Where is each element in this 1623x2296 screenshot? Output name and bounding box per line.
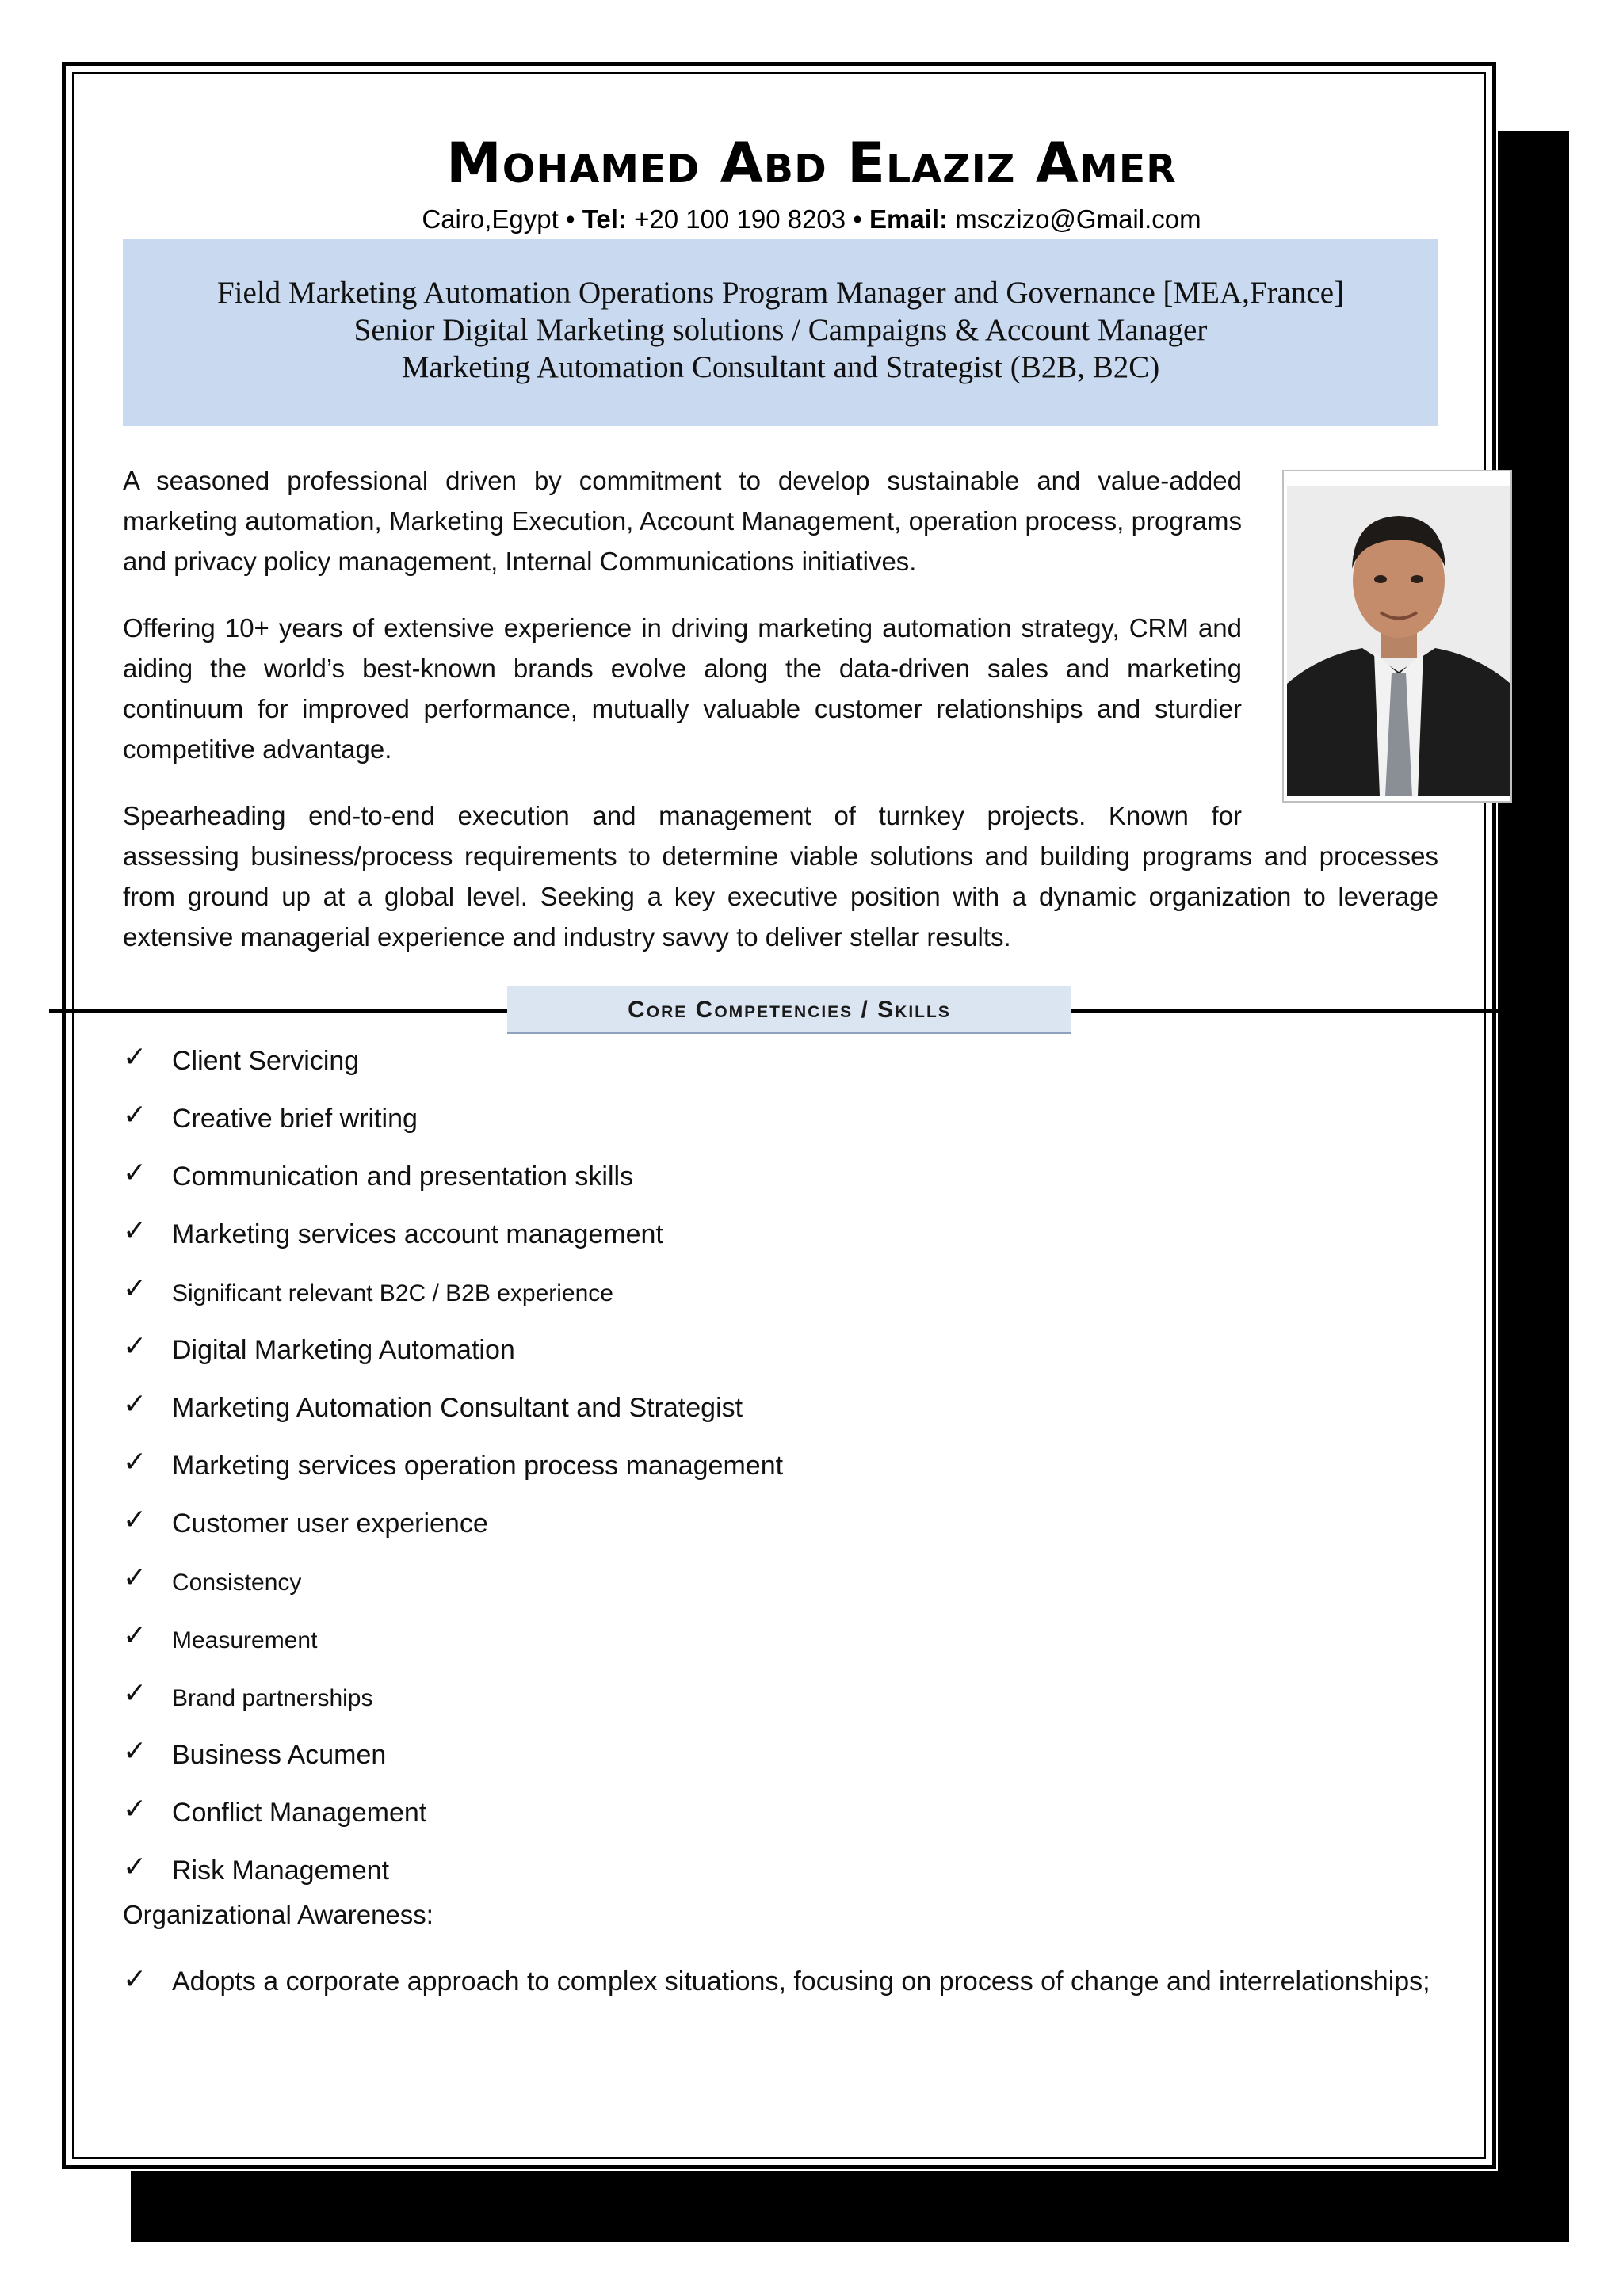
- summary-paragraph-3-rest: assessing business/process requirements to determine viable solutions and building programs and processes from ground up at a global level. Seeking a key executive position with a dynamic organization to leverage extensive managerial experience and industry savvy to deliver stellar results.: [123, 841, 1438, 952]
- check-icon: ✓: [123, 1215, 147, 1247]
- summary-paragraph-2: Offering 10+ years of extensive experience in driving marketing automation strategy, CRM and aiding the world’s best-known brands evolve along the data-driven sales and marketing continuum for improved performance, mutually valuable customer relationships and sturdier competitive advantage.: [123, 613, 1242, 764]
- profile-photo-frame: [1282, 470, 1512, 803]
- check-icon: ✓: [123, 1446, 147, 1478]
- check-icon: ✓: [123, 1330, 147, 1363]
- check-icon: ✓: [123, 1562, 147, 1594]
- contact-line: [0, 204, 1623, 235]
- organizational-awareness-label: Organizational Awareness:: [123, 1900, 433, 1929]
- headline-box: [123, 239, 1438, 426]
- check-icon: ✓: [123, 1677, 147, 1710]
- check-icon: ✓: [123, 1388, 147, 1421]
- page-shadow-bottom: [131, 2171, 1569, 2242]
- check-icon: ✓: [123, 1619, 147, 1652]
- skill-label: Brand partnerships: [172, 1685, 373, 1711]
- skill-label: Digital Marketing Automation: [172, 1335, 515, 1365]
- skill-label: Creative brief writing: [172, 1104, 418, 1134]
- skill-label: Risk Management: [172, 1855, 390, 1886]
- check-icon: ✓: [123, 1851, 147, 1883]
- email-value[interactable]: msczizo@Gmail.com: [955, 204, 1201, 234]
- tel-value[interactable]: +20 100 190 8203: [634, 204, 846, 234]
- location: Cairo,Egypt: [422, 204, 559, 234]
- page-shadow-right: [1498, 131, 1569, 2242]
- section-title-core-competencies: Core Competencies / Skills: [507, 986, 1071, 1034]
- skill-label: Conflict Management: [172, 1798, 427, 1828]
- separator-bullet: •: [565, 204, 575, 234]
- skill-label: Marketing Automation Consultant and Strategist: [172, 1393, 743, 1423]
- check-icon: ✓: [123, 1504, 147, 1536]
- skill-label: Business Acumen: [172, 1740, 387, 1770]
- summary-paragraph-3-first-line: Spearheading end-to-end execution and management of turnkey projects. Known for: [123, 801, 1242, 830]
- skill-label: Client Servicing: [172, 1046, 360, 1076]
- check-icon: ✓: [123, 1735, 147, 1768]
- check-icon: ✓: [123, 1041, 147, 1074]
- tel-label: Tel:: [582, 204, 627, 234]
- summary-paragraph-3: [123, 795, 1438, 957]
- skill-label: Marketing services account management: [172, 1219, 663, 1249]
- check-icon: ✓: [123, 1793, 147, 1825]
- skill-label: Marketing services operation process management: [172, 1451, 784, 1481]
- organizational-awareness-item: [123, 1955, 1438, 2008]
- check-icon: ✓: [123, 1099, 147, 1131]
- headline-line-2: Senior Digital Marketing solutions / Campaigns & Account Manager: [353, 313, 1208, 347]
- headline-line-1: Field Marketing Automation Operations Program Manager and Governance [MEA,France]: [216, 276, 1344, 310]
- skill-label: Measurement: [172, 1627, 318, 1653]
- headline-line-3: Marketing Automation Consultant and Strategist (B2B, B2C): [401, 350, 1160, 384]
- check-icon: ✓: [123, 1272, 147, 1305]
- skill-label: Consistency: [172, 1569, 302, 1596]
- skill-label: Communication and presentation skills: [172, 1161, 634, 1192]
- check-icon: ✓: [123, 1963, 147, 1996]
- email-label: Email:: [869, 204, 949, 234]
- candidate-name: Mohamed Abd Elaziz Amer: [446, 131, 1177, 196]
- profile-photo: [1287, 486, 1510, 796]
- skill-label: Customer user experience: [172, 1508, 488, 1539]
- separator-bullet: •: [853, 204, 862, 234]
- skill-label: Significant relevant B2C / B2B experience: [172, 1280, 613, 1306]
- summary-paragraph-1: A seasoned professional driven by commitment to develop sustainable and value-added marketing automation, Marketing Execution, Account Management, operation process, programs and privacy policy management, Internal Communications initiatives.: [123, 466, 1242, 576]
- organizational-awareness-text: Adopts a corporate approach to complex situations, focusing on process of change and interrelationships;: [172, 1966, 1430, 1997]
- check-icon: ✓: [123, 1157, 147, 1189]
